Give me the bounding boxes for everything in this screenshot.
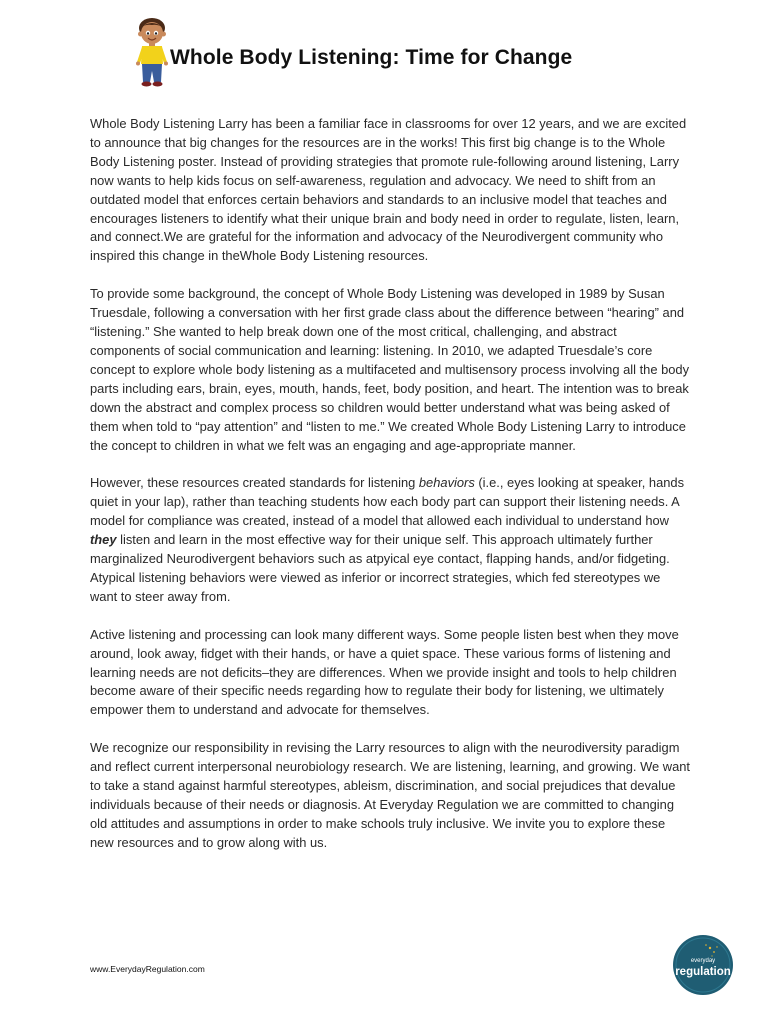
- paragraph-1: [90, 115, 690, 266]
- footer-url: www.EverydayRegulation.com: [90, 964, 205, 974]
- paragraph-text-run: listen and learn in the most effective way for their unique self. This approach ultimately further marginalized Neurodivergent behaviors such as atpyical eye contact, flapping hands, and/or fidgeting. Atypical listening behaviors were viewed as inferior or incorrect strategies, which fed stereotypes we want to steer away from.: [90, 532, 670, 604]
- cartoon-boy-mascot-icon: [132, 16, 172, 90]
- paragraph-text-run: they: [90, 532, 117, 548]
- page-title: Whole Body Listening: Time for Change: [170, 46, 573, 69]
- paragraph-text-run: We recognize our responsibility in revising the Larry resources to align with the neurodiversity paradigm and reflect current interpersonal neurobiology research. We are listening, learning, and growing. We want to take a stand against harmful stereotypes, ableism, discrimination, and social prejudices that devalue individuals because of their needs or diagnosis. At Everyday Regulation we are committed to changing old attitudes and assumptions in order to make schools truly inclusive. We invite you to explore these new resources and to grow along with us.: [90, 740, 690, 850]
- paragraph-text-run: behaviors: [418, 475, 475, 491]
- paragraph-5: [90, 739, 690, 852]
- everyday-regulation-logo: [672, 934, 734, 996]
- paragraph-3: [90, 474, 690, 606]
- paragraph-2: [90, 285, 690, 455]
- logo-top-text: everyday: [690, 958, 716, 964]
- paragraph-text-run: Whole Body Listening Larry has been a familiar face in classrooms for over 12 years, and we are excited to announce that big changes for the resources are in the works! This first big change is to the Whole Body Listening poster. Instead of providing strategies that promote rule-following around listening, Larry now wants to help kids focus on self-awareness, regulation and advocacy. We need to shift from an outdated model that enforces certain behaviors and standards to an inclusive model that teaches and encourages listeners to identify what their unique brain and body need in order to regulate, listen, learn, and connect.We are grateful for the information and advocacy of the Neurodivergent community who inspired this change in theWhole Body Listening resources.: [90, 116, 687, 264]
- logo-main-text: regulation: [675, 966, 731, 978]
- paragraph-4: [90, 626, 690, 721]
- paragraph-text-run: Active listening and processing can look many different ways. Some people listen best when they move around, look away, fidget with their hands, or have a quiet space. These various forms of listening and learning needs are not deficits–they are differences. When we provide insight and tools to help children become aware of their specific needs regarding how to regulate their body for listening, we ultimately empower them to understand and advocate for themselves.: [90, 626, 679, 718]
- paragraph-text-run: However, these resources created standards for listening: [90, 475, 419, 491]
- header: [132, 16, 172, 90]
- document-body: [90, 115, 690, 872]
- paragraph-text-run: (i.e., eyes looking at speaker, hands quiet in your lap), rather than teaching students how each body part can support their listening needs. A model for compliance was created, instead of a model that allowed each individual to understand how: [90, 475, 685, 529]
- paragraph-text-run: To provide some background, the concept of Whole Body Listening was developed in 1989 by Susan Truesdale, following a conversation with her first grade class about the difference between “hearing” and “listening.” She wanted to help break down one of the most critical, challenging, and abstract components of social communication and learning: listening. In 2010, we adapted Truesdale’s core concept to explore whole body listening as a multifaceted and multisensory process involving all the body parts including ears, brain, eyes, mouth, hands, feet, body position, and heart. The intention was to break down the abstract and complex process so children would better understand what was being asked of them when told to “pay attention” and “listen to me.” We created Whole Body Listening Larry to introduce the concept to children in what we felt was an engaging and age-appropriate manner.: [90, 286, 690, 453]
